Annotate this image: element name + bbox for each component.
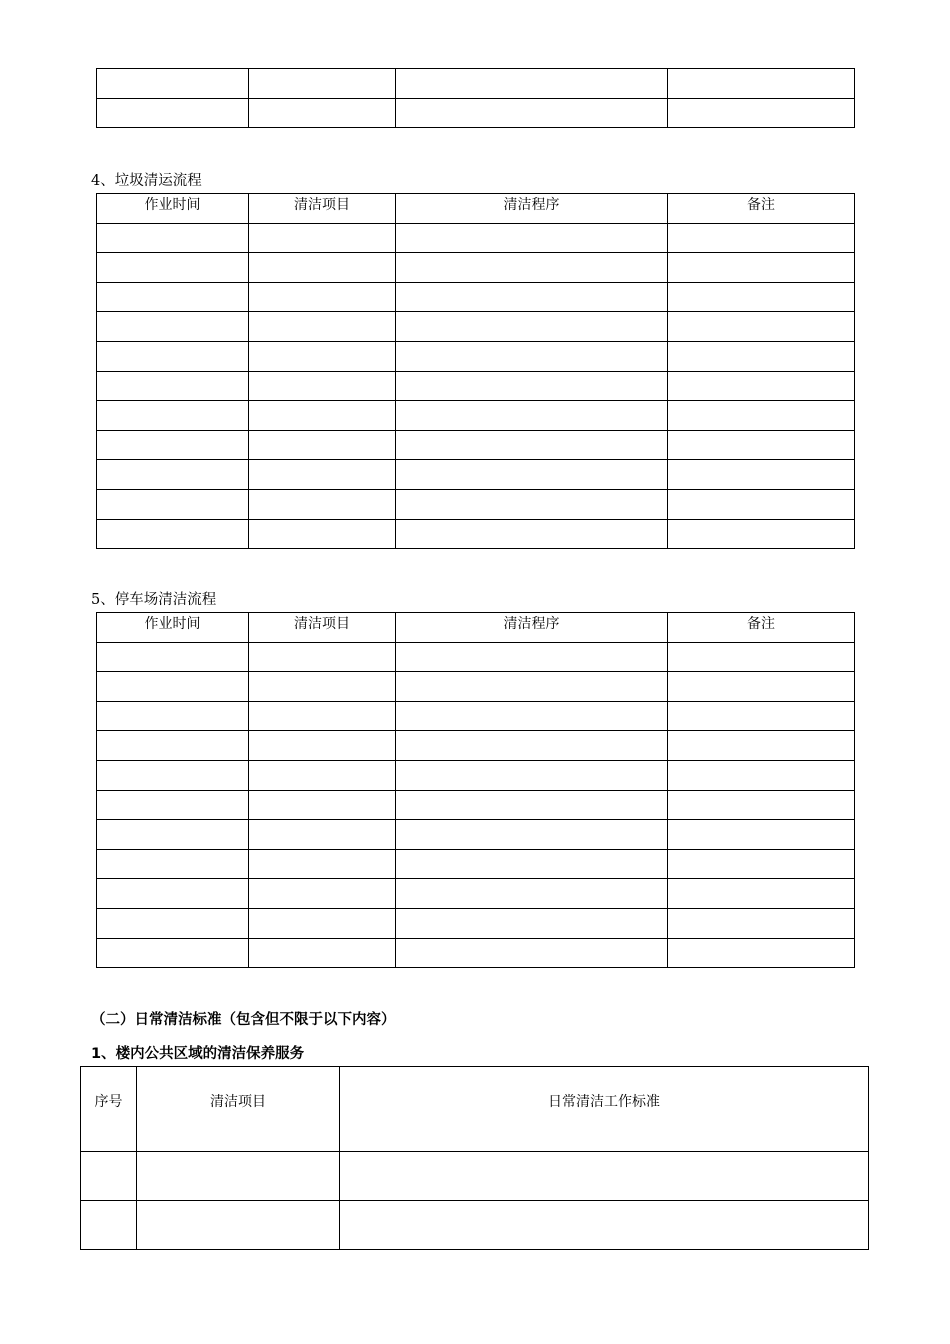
table-cell [97, 790, 249, 820]
table-cell [97, 282, 249, 312]
table-cell [249, 849, 396, 879]
col-header-time: 作业时间 [97, 613, 249, 643]
table-row [97, 430, 855, 460]
table-cell [396, 489, 668, 519]
table-cell [249, 519, 396, 549]
table-cell [396, 731, 668, 761]
table-row [97, 341, 855, 371]
table-cell [249, 371, 396, 401]
col-header-remarks: 备注 [668, 613, 855, 643]
table-cell [97, 938, 249, 968]
table-cell [668, 760, 855, 790]
table-cell [668, 849, 855, 879]
subsection-1-title: 1、楼内公共区域的清洁保养服务 [91, 1046, 305, 1062]
table-cell [249, 672, 396, 702]
table-row [97, 701, 855, 731]
table-cell [97, 731, 249, 761]
table-row [97, 312, 855, 342]
table-row [97, 371, 855, 401]
section-4-title: 4、垃圾清运流程 [91, 173, 202, 189]
table-cell [81, 1152, 137, 1201]
table-row [97, 282, 855, 312]
table-cell [249, 938, 396, 968]
table-cell [249, 253, 396, 283]
table-cell [396, 401, 668, 431]
table-cell [249, 701, 396, 731]
table-header-row [97, 194, 855, 224]
col-header-time: 作业时间 [97, 194, 249, 224]
section-5-title: 5、停车场清洁流程 [91, 592, 217, 608]
table-cell [668, 731, 855, 761]
table-cell [97, 642, 249, 672]
table-row [97, 672, 855, 702]
table-cell [396, 430, 668, 460]
table-cell [668, 341, 855, 371]
col-header-procedure: 清洁程序 [396, 194, 668, 224]
table-cell [668, 223, 855, 253]
table-cell [97, 341, 249, 371]
table-cell [97, 879, 249, 909]
table-row [97, 253, 855, 283]
table-cell [249, 430, 396, 460]
table-cell [396, 879, 668, 909]
table-cell [668, 701, 855, 731]
table-cell [97, 519, 249, 549]
table-cell [396, 312, 668, 342]
table-cell [668, 282, 855, 312]
table-cell [668, 253, 855, 283]
table-cell [668, 938, 855, 968]
table-cell [668, 401, 855, 431]
table-cell [396, 341, 668, 371]
table-cell [249, 341, 396, 371]
table-cell [396, 908, 668, 938]
table-cell [396, 760, 668, 790]
table-cell [396, 223, 668, 253]
table-cell [97, 253, 249, 283]
standard-table [80, 1066, 869, 1250]
table-cell [668, 489, 855, 519]
parking-flow-table [96, 612, 855, 968]
table-row [97, 849, 855, 879]
table-cell [249, 879, 396, 909]
table-cell [249, 401, 396, 431]
table-cell [97, 820, 249, 850]
table-cell [97, 760, 249, 790]
table-cell [97, 371, 249, 401]
col-header-remarks: 备注 [668, 194, 855, 224]
garbage-flow-table [96, 193, 855, 549]
standard-heading: （二）日常清洁标准（包含但不限于以下内容） [91, 1012, 396, 1028]
table-cell [396, 253, 668, 283]
table-row [97, 760, 855, 790]
table-cell [97, 460, 249, 490]
table-cell [81, 1201, 137, 1250]
table-row [97, 879, 855, 909]
col-header-item: 清洁项目 [249, 194, 396, 224]
table-cell [668, 430, 855, 460]
table-cell [396, 371, 668, 401]
table-row [97, 820, 855, 850]
table-cell [668, 642, 855, 672]
table-cell [97, 312, 249, 342]
table-cell [249, 731, 396, 761]
table-header-row [97, 613, 855, 643]
table-cell [249, 790, 396, 820]
table-cell [396, 672, 668, 702]
table-header-row [81, 1067, 869, 1152]
table-cell [97, 672, 249, 702]
table-cell [668, 790, 855, 820]
table-cell [249, 312, 396, 342]
table-cell [396, 460, 668, 490]
table-cell [396, 519, 668, 549]
table-cell [396, 938, 668, 968]
col-header-standard: 日常清洁工作标准 [340, 1067, 869, 1152]
table-cell [396, 701, 668, 731]
table-cell [396, 282, 668, 312]
table-cell [97, 908, 249, 938]
table-row [81, 1152, 869, 1201]
table-cell [97, 401, 249, 431]
table-cell [249, 282, 396, 312]
table-cell [137, 1201, 340, 1250]
table-cell [97, 849, 249, 879]
table-cell [97, 223, 249, 253]
table-cell [249, 642, 396, 672]
col-header-item: 清洁项目 [137, 1067, 340, 1152]
table-cell [668, 879, 855, 909]
table-cell [668, 519, 855, 549]
table-cell [249, 460, 396, 490]
table-cell [668, 672, 855, 702]
table-cell [668, 908, 855, 938]
table-row [97, 489, 855, 519]
table-cell [249, 489, 396, 519]
table-row [97, 790, 855, 820]
top-continuation-table [96, 68, 855, 128]
table-cell [396, 820, 668, 850]
table-cell [249, 908, 396, 938]
table-row [97, 223, 855, 253]
table-cell [137, 1152, 340, 1201]
table-row [97, 938, 855, 968]
table-cell [340, 1201, 869, 1250]
table-row [97, 908, 855, 938]
table-cell [97, 701, 249, 731]
col-header-serial: 序号 [81, 1067, 137, 1152]
table-row [97, 460, 855, 490]
col-header-item: 清洁项目 [249, 613, 396, 643]
table-cell [396, 642, 668, 672]
table-cell [668, 312, 855, 342]
col-header-procedure: 清洁程序 [396, 613, 668, 643]
table-cell [249, 820, 396, 850]
table-cell [668, 371, 855, 401]
table-row [97, 98, 855, 128]
table-cell [396, 790, 668, 820]
table-cell [668, 820, 855, 850]
table-row [97, 642, 855, 672]
table-row [97, 401, 855, 431]
table-row [97, 731, 855, 761]
table-row [81, 1201, 869, 1250]
table-row [97, 519, 855, 549]
table-cell [396, 849, 668, 879]
table-cell [97, 430, 249, 460]
table-cell [97, 489, 249, 519]
table-cell [249, 223, 396, 253]
table-cell [249, 760, 396, 790]
table-cell [340, 1152, 869, 1201]
table-cell [668, 460, 855, 490]
table-row [97, 69, 855, 99]
